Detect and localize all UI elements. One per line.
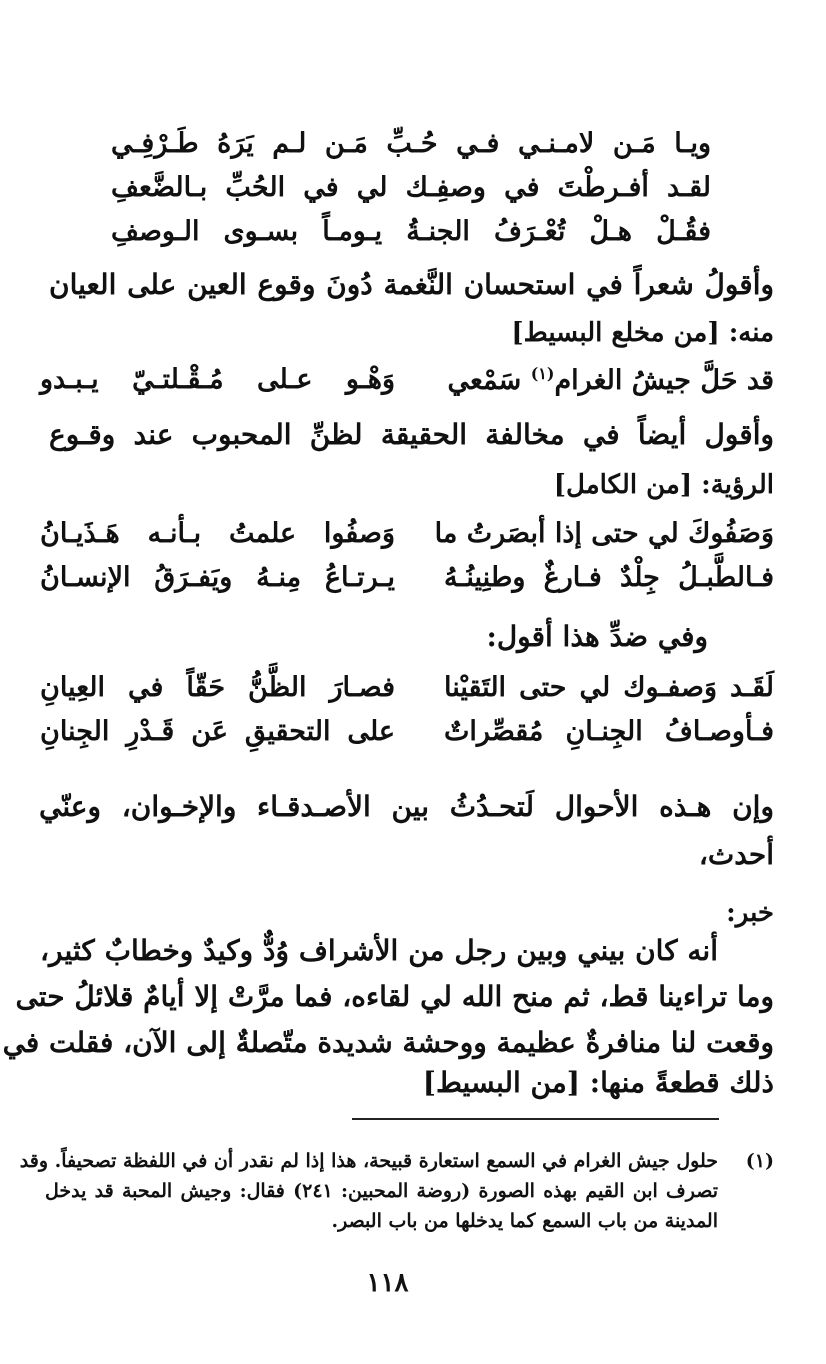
verse-line: لقـد أفـرطْتَ في وصفِـك لي في الحُبِّ بـالضَّعفِ	[111, 172, 711, 203]
prose-line: أحدث،	[698, 838, 774, 871]
verse-hemistich-left: على التحقيقِ عَن قَـدْرِ الجِنانِ	[40, 716, 395, 747]
verse-hemistich-right	[444, 364, 774, 396]
prose-line: وأقول أيضاً في مخالفة الحقيقة لظنِّ المحبوب عند وقـوع	[49, 418, 774, 451]
prose-line: وأقولُ شعراً في استحسان النَّغمة دُونَ وقوع العين على العيان	[49, 268, 774, 301]
prose-line: وإن هـذه الأحوال لَتحـدُثُ بين الأصـدقـاء والإخـوان، وعنّي	[39, 790, 774, 823]
verse-hemistich-right: لَقَـد وَصفـوك لي حتى التَقيْنا	[444, 672, 774, 703]
verse-line: ويـا مَـن لامـنـي فـي حُـبِّ مَـن لـم يَرَهُ طَـرْفِـي	[111, 128, 711, 159]
section-label: خبر:	[726, 898, 774, 928]
meter-label: منه: [من مخلع البسيط]	[511, 318, 774, 348]
prose-line: وما تراءينا قط، ثم منح الله لي لقاءه، فما مرَّتْ إلا أيامٌ قلائلُ حتى	[15, 980, 774, 1013]
verse-text: سَمْعي	[447, 365, 531, 396]
footnote-line: تصرف ابن القيم بهذه الصورة (روضة المحبين: ٢٤١) فقال: وجيش المحبة قد يدخل	[45, 1180, 718, 1202]
verse-hemistich-left: فصـارَ الظَّنُّ حَقّاً في العِيانِ	[40, 672, 395, 703]
prose-line: أنه كان بيني وبين رجل من الأشراف وُدٌّ وكيدٌ وخطابٌ كثير،	[40, 934, 718, 967]
verse-hemistich-left: وَهْـو عـلى مُـقْـلتـيّ يـبـدو	[40, 364, 395, 395]
verse-hemistich-left: يـرتـاعُ مِنـهُ ويَفـرَقُ الإنسـانُ	[40, 562, 395, 593]
footnote-divider	[352, 1118, 719, 1120]
verse-hemistich-right: فـالطَّبـلُ جِلْدٌ فـارغٌ وطنِينُـهُ	[444, 562, 774, 593]
verse-hemistich-right: وَصَفُوكَ لي حتى إذا أبصَرتُ ما	[434, 518, 774, 549]
prose-line: وفي ضدِّ هذا أقول:	[486, 620, 708, 653]
footnote-line: المدينة من باب السمع كما يدخلها من باب البصر.	[331, 1210, 718, 1232]
footnote-line: حلول جيش الغرام في السمع استعارة قبيحة، هذا إذا لم نقدر أن في اللفظة تصحيفاً. وقد	[19, 1150, 718, 1172]
prose-line: ذلك قطعةً منها: [من البسيط]	[422, 1066, 774, 1099]
meter-label: الرؤية: [من الكامل]	[553, 470, 774, 500]
verse-hemistich-right: فـأوصـافُ الجِنـانِ مُقصِّراتٌ	[444, 716, 774, 747]
page-number: ١١٨	[366, 1268, 409, 1298]
verse-hemistich-left: وَصفُوا علمتُ بـأنـه هَـذَيـانُ	[40, 518, 395, 549]
verse-line: فقُـلْ هـلْ تُعْـرَفُ الجنـةُ يـومـاً بسـوى الـوصفِ	[111, 216, 711, 247]
footnote-number: (١)	[745, 1150, 774, 1172]
footnote-marker: (١)	[530, 364, 555, 383]
verse-text: قد حَلَّ جيشُ الغرام	[554, 365, 774, 396]
prose-line: وقعت لنا منافرةٌ عظيمة ووحشة شديدة متّصلةٌ إلى الآن، فقلت في	[2, 1026, 774, 1059]
